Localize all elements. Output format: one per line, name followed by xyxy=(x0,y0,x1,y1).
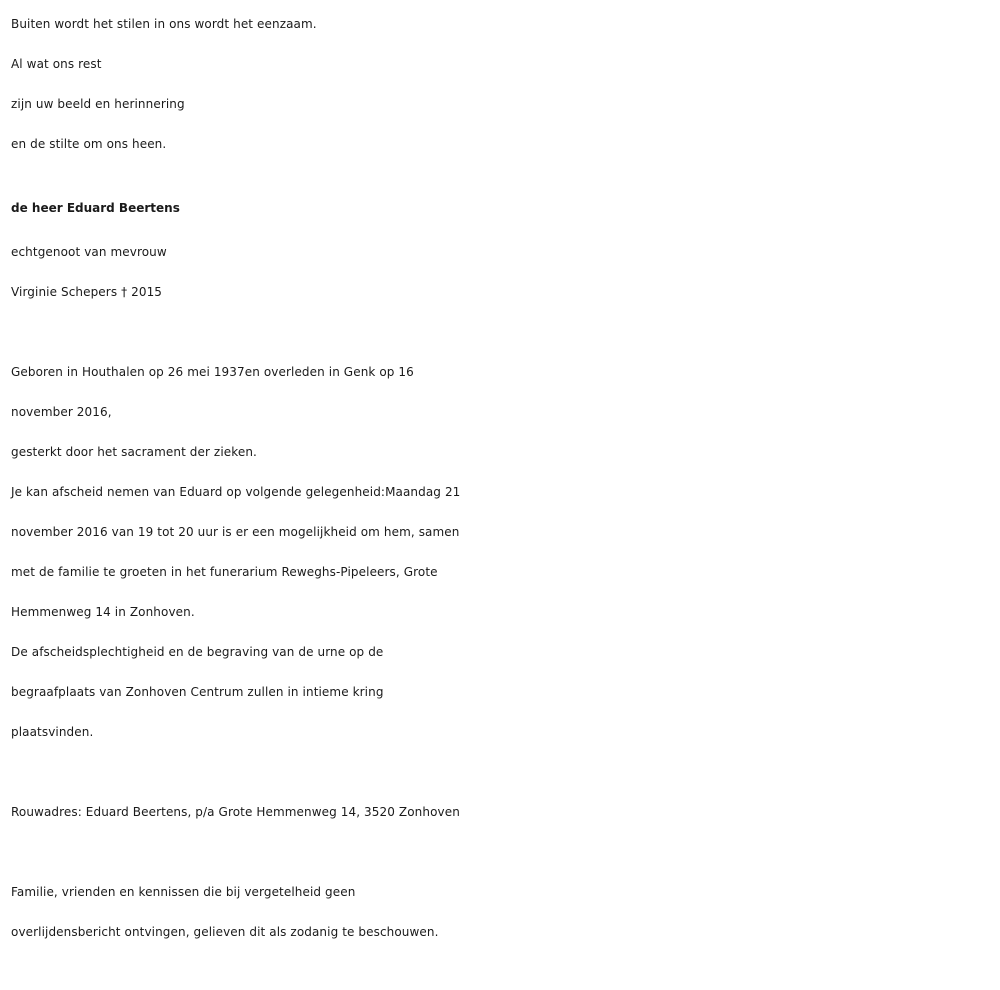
spacer xyxy=(11,752,996,792)
mourning-address: Rouwadres: Eduard Beertens, p/a Grote Hemmenweg 14, 3520 Zonhoven xyxy=(11,805,460,819)
poem-line: Buiten wordt het stilen in ons wordt het eenzaam. xyxy=(11,17,317,31)
detail-line: Je kan afscheid nemen van Eduard op volgende gelegenheid:Maandag 21 xyxy=(11,485,461,499)
detail-line: Geboren in Houthalen op 26 mei 1937en overleden in Genk op 16 xyxy=(11,365,414,379)
closing-line: overlijdensbericht ontvingen, gelieven dit als zodanig te beschouwen. xyxy=(11,925,439,939)
poem-line: zijn uw beeld en herinnering xyxy=(11,97,185,111)
poem-line: en de stilte om ons heen. xyxy=(11,137,167,151)
poem xyxy=(11,4,996,164)
poem-line: Al wat ons rest xyxy=(11,57,102,71)
closing-note xyxy=(11,872,996,952)
detail-line: gesterkt door het sacrament der zieken. xyxy=(11,445,257,459)
obituary-details xyxy=(11,352,996,752)
detail-line: met de familie te groeten in het funerarium Reweghs-Pipeleers, Grote xyxy=(11,565,438,579)
spacer xyxy=(11,832,996,872)
detail-line: begraafplaats van Zonhoven Centrum zullen in intieme kring xyxy=(11,685,384,699)
spacer xyxy=(11,164,996,182)
closing-line: Familie, vrienden en kennissen die bij vergetelheid geen xyxy=(11,885,356,899)
spouse-line: echtgenoot van mevrouw xyxy=(11,245,167,259)
detail-line: november 2016 van 19 tot 20 uur is er een mogelijkheid om hem, samen xyxy=(11,525,460,539)
deceased-name: de heer Eduard Beertens xyxy=(11,201,180,215)
spacer xyxy=(11,312,996,352)
detail-line: De afscheidsplechtigheid en de begraving van de urne op de xyxy=(11,645,384,659)
detail-line: november 2016, xyxy=(11,405,112,419)
detail-line: plaatsvinden. xyxy=(11,725,94,739)
obituary-document xyxy=(11,4,996,952)
spouse-line: Virginie Schepers † 2015 xyxy=(11,285,163,299)
detail-line: Hemmenweg 14 in Zonhoven. xyxy=(11,605,195,619)
